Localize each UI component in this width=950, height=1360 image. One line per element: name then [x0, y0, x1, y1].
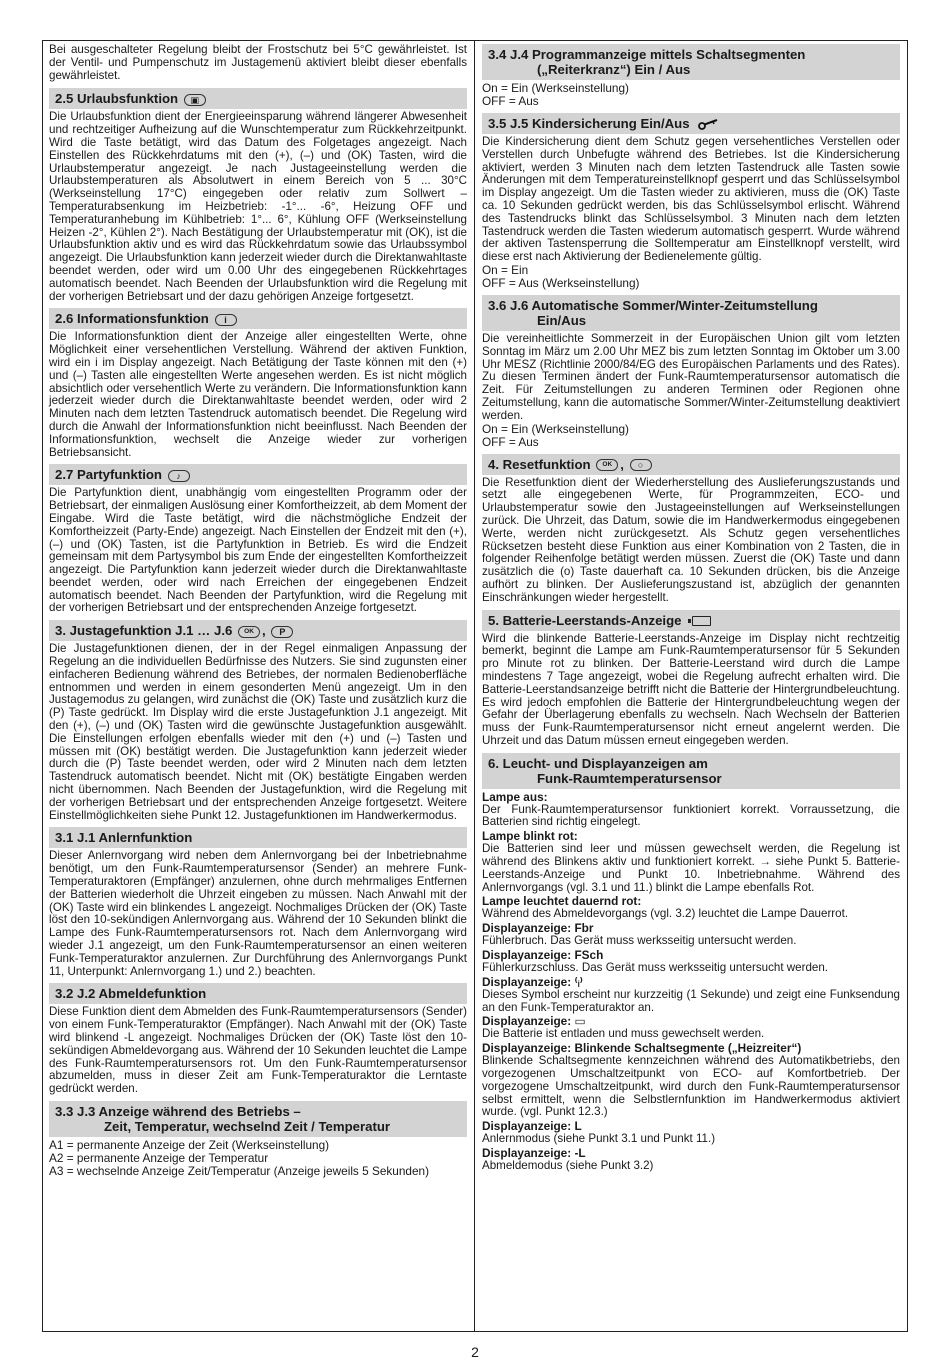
info-icon: i [215, 314, 237, 326]
item-text: Fühlerkurzschluss. Das Gerät muss werksseitig untersucht werden. [482, 961, 829, 975]
section-3-3 [49, 1101, 467, 1178]
item-text: Der Funk-Raumtemperatursensor funktioniert korrekt. Vorraussetzung, die Batterien sind richtig eingelegt. [482, 802, 900, 829]
section-2-6 [49, 308, 467, 459]
section-heading: 3.5 J.5 Kindersicherung Ein/Aus [482, 113, 900, 134]
item-label: Displayanzeige: FSch [482, 948, 604, 963]
section-3-4 [482, 44, 900, 108]
section-5 [482, 610, 900, 748]
option-line: A3 = wechselnde Anzeige Zeit/Temperatur (Anzeige jeweils 5 Sekunden) [49, 1163, 430, 1178]
option-line: OFF = Aus [482, 434, 539, 449]
section-heading: 5. Batterie-Leerstands-Anzeige [482, 610, 900, 631]
item-label: Displayanzeige: -L [482, 1146, 586, 1161]
section-heading: 3.2 J.2 Abmeldefunktion [49, 983, 467, 1004]
reset-button-icon: ○ [630, 459, 652, 471]
column-divider [474, 41, 475, 1331]
item-text: Während des Abmeldevorgangs (vgl. 3.2) leuchtet die Lampe Dauerrot. [482, 907, 849, 921]
page-frame [42, 40, 908, 1332]
section-text: Die Justagefunktionen dienen, der in der Regel einmaligen Anpassung der Regelung an die individuellen Bedürfnisse des Nutzers. Sie sind zugunsten einer einfacheren Bedienung während des Betriebes, der normalen Bedienoberfläche entnommen und werden in einem gesonderten Menü angezeigt. Um in den Justagemodus zu gelangen, wird zunächst die (OK) Taste und zusätzlich kurz die (P) Taste gedrückt. Im Display wird die erste Justagefunktion J.1 angezeigt. Mit den (+), (–) und (OK) Tasten wird die gewünschte Justagefunktion ausgewählt. Die Einstellungen erfolgen ebenfalls wieder mit den (+) und (–) Tasten und müssen mit (OK) bestätigt werden. Die Justagefunktion kann jederzeit wieder durch die (P) Taste beendet werden, oder wird 2 Minuten nach dem letzten Tastendruck automatisch beendet. Nicht mit (OK) bestätigte Eingaben werden nicht übernommen. Nach Beenden der Justagefunktion, wird die Regelung mit der vorherigen Betriebsart und der entsprechenden Anzeige fortgesetzt. Weitere Einstellmöglichkeiten siehe Punkt 12. Justagefunktionen im Handwerkermodus. [49, 642, 467, 822]
item-label: Displayanzeige: ▭ [482, 1014, 586, 1029]
left-column [49, 44, 467, 1183]
option-line: On = Ein (Werkseinstellung) [482, 81, 629, 95]
option-line: OFF = Aus (Werkseinstellung) [482, 275, 640, 290]
section-text: Die Kindersicherung dient dem Schutz gegen versehentliches Verstellen oder Verstellen durch Unbefugte während des Betriebes. Ist die Kindersicherung aktiviert, werden 3 Minuten nach dem letzten Tastendruck alle Tasten sowie Änderungen mit dem Temperatureinstellknopf gesperrt und das Schlüsselsymbol im Display angezeigt. Um die Tasten wieder zu aktivieren, muss die (OK) Taste ca. 10 Sekunden gedrückt werden, bis das Schlüsselsymbol erlischt. Während des Tastendrucks blinkt das Schlüsselsymbol. 3 Minuten nach dem letzten Tastendruck werden die Tasten wiederum automatisch gesperrt. Wurde während der aktiven Tastensperrung die Solltemperatur am Einstellknopf verstellt, wird diese erst nach Aktivierung der Bedienelemente gültig. [482, 135, 900, 264]
item-label: Lampe aus: [482, 789, 548, 804]
item-label: Displayanzeige: Blinkende Schaltsegmente („Heizreiter“) [482, 1041, 802, 1056]
party-icon: ♪ [168, 470, 190, 482]
section-text: Die Resetfunktion dient der Wiederherstellung des Auslieferungszustands und setzt alle eingegebenen Werte, für Programmzeiten, ECO- und Urlaubstemperatur sowie den Justageeinstellungen auf Werkseinstellungen zurück. Die Uhrzeit, das Datum, sowie die im Handwerkermodus eingegebenen Werte, werden nicht zurückgesetzt. Als Schutz gegen versehentliches Rücksetzen besteht diese Funktion aus einer Kombination von 2 Tasten, die in folgender Reihenfolge betätigt werden müssen. Zuerst die (OK) Taste und dann zusätzlich die (o) Taste dauerhaft ca. 10 Sekunden drücken, bis die Anzeige aufhört zu blinken. Der Auslieferungszustand ist, abzüglich der genannten Einschränkungen wieder hergestellt. [482, 475, 900, 604]
section-4 [482, 454, 900, 605]
item-label: Displayanzeige: ⁽ᵢ⁾ [482, 974, 583, 989]
section-text: Diese Funktion dient dem Abmelden des Funk-Raumtemperatursensors (Sender) von einem Funk-Temperaturaktor (Empfänger). Nach Anwahl mit der (OK) Taste wird blinkend -L angezeigt. Nochmaliges Drücken der (OK) Taste löst den 10-sekündigen Abmeldevorgang aus. Während der 10 Sekunden leuchtet die Lampe des Funk-Raumtemperatursensors rot. Um den Funk-Raumtemperatursensor abzumelden, muss in dieser Zeit am Funk-Temperaturaktor die Lerntaste gedrückt werden. [49, 1005, 467, 1096]
key-icon [697, 119, 719, 131]
suitcase-icon: ▣ [184, 94, 206, 106]
section-3-5 [482, 113, 900, 290]
item-text: Abmeldemodus (siehe Punkt 3.2) [482, 1159, 654, 1173]
item-text: Blinkende Schaltsegmente kennzeichnen während des Automatikbetriebs, den vorgezogenen Umschaltzeitpunkt von ECO- auf Komfortbetrieb. Der vorgezogene Umschaltzeitpunkt, wird durch den Funk-Raumtemperatursensor selbst ermittelt, wenn die Selbstlernfunktion im Handwerkermodus aktiviert wurde. (vgl. Punkt 12.3.) [482, 1054, 900, 1119]
section-heading: 3.1 J.1 Anlernfunktion [49, 827, 467, 848]
right-column [482, 44, 900, 1178]
section-2-7 [49, 464, 467, 615]
battery-icon [692, 616, 711, 626]
item-text: Fühlerbruch. Das Gerät muss werksseitig untersucht werden. [482, 934, 797, 948]
option-line: A1 = permanente Anzeige der Zeit (Werkseinstellung) [49, 1137, 330, 1152]
item-label: Lampe blinkt rot: [482, 829, 578, 844]
page-number: 2 [471, 1344, 479, 1360]
section-text: Die Partyfunktion dient, unabhängig vom eingestellten Programm oder der Betriebsart, der einmaligen Auslösung einer Komfortheizzeit, ab dem Moment der Eingabe. Wird die Taste betätigt, wird die nächstmögliche Endzeit der Komfortheizzeit (Party-Ende) angezeigt. Nach Einstellen der Endzeit mit den (+), (–) und (OK) Tasten, ist die Partyfunktion in Betrieb. Es wird die Endzeit gemeinsam mit dem Partysymbol bis zum Ende der eingestellten Komfortheizzeit angezeigt. Die Partyfunktion kann jederzeit wieder durch die Direktanwahltaste beendet werden, oder wird nach Erreichen der eingegebenen Endzeit automatisch beendet. Nach Beenden der Partyfunktion, wird die Regelung mit der vorherigen Betriebsart und der entsprechenden Anzeige fortgesetzt. [49, 486, 467, 615]
option-line: A2 = permanente Anzeige der Temperatur [49, 1150, 269, 1165]
section-heading: 4. Resetfunktion OK , ○ [482, 454, 900, 475]
section-text: Dieser Anlernvorgang wird neben dem Anlernvorgang bei der Inbetriebnahme benötigt, um den Funk-Raumtemperatursensor (Sender) an mehrere Funk-Temperaturaktoren (Empfänger) anzulernen, ohne durch mehrmaliges Entfernen der Batterien wiederholt die Uhrzeit eingeben zu müssen. Nach Anwahl mit der (OK) Taste wird ein blinkendes L angezeigt. Nochmaliges Drücken der (OK) Taste löst den 10-sekündigen Anlernvorgang aus. Während der 10 Sekunden blinkt die Lampe des Funk-Raumtemperatursensors rot. Nach dem Anlernvorgang wird wieder J.1 angezeigt, um den Funk-Raumtemperatursensor an einen weiteren Funk-Temperaturaktor anzulernen. Zur Durchführung des Anlernvorgangs Punkt 11, Unterpunkt: Anlernvorgang 1.) und 2.) beachten. [49, 849, 468, 978]
section-2-5 [49, 88, 467, 303]
item-text: Die Batterie ist entladen und muss gewechselt werden. [482, 1027, 765, 1041]
item-label: Displayanzeige: Fbr [482, 921, 594, 936]
section-heading: 3.3 J.3 Anzeige während des Betriebs – Zeit, Temperatur, wechselnd Zeit / Temperatur [49, 1101, 467, 1137]
section-text: Wird die blinkende Batterie-Leerstands-Anzeige im Display nicht rechtzeitig bemerkt, beginnt die Lampe am Funk-Raumtemperatursensor für 5 Sekunden pro Minute rot zu blinken. Der Batterie-Leerstand wird durch die Lampe mindestens 7 Tage angezeigt, wobei die Regelung aufrecht erhalten wird. Die Batterie-Leerstandsanzeige betrifft nicht die Batterie der Hintergrundbeleuchtung. Es wird jedoch empfohlen die Batterie der Hintergrundbeleuchtung wegen der Gefahr der Überlagerung ebenfalls zu wechseln. Nach Wechseln der Batterien muss der Funk-Raumtemperatursensor nicht erneut angelernt werden. Die Uhrzeit und das Datum müssen erneut eingegeben werden. [482, 631, 900, 747]
p-button-icon: P [271, 626, 293, 638]
ok-button-icon: OK [596, 459, 618, 471]
item-label: Lampe leuchtet dauernd rot: [482, 894, 642, 909]
option-line: On = Ein (Werkseinstellung) [482, 421, 629, 436]
section-heading: 3.4 J.4 Programmanzeige mittels Schaltsegmenten („Reiterkranz“) Ein / Aus [482, 44, 900, 80]
item-label: Displayanzeige: L [482, 1119, 582, 1134]
section-heading: 2.7 Partyfunktion ♪ [49, 464, 467, 485]
section-3 [49, 620, 467, 822]
section-3-2 [49, 983, 467, 1096]
option-line: OFF = Aus [482, 94, 539, 108]
item-text: Anlernmodus (siehe Punkt 3.1 und Punkt 11.) [482, 1132, 716, 1146]
section-3-6 [482, 295, 900, 449]
intro-paragraph: Bei ausgeschalteter Regelung bleibt der Frostschutz bei 5°C gewährleistet. Ist der Ventil- und Pumpenschutz im Justagemenü aktiviert bleibt dieser ebenfalls gewährleistet. [49, 43, 467, 82]
item-text: Die Batterien sind leer und müssen gewechselt werden, die Regelung ist während des Blinkens aktiv und funktioniert korrekt. → siehe Punkt 5. Batterie-Leerstands-Anzeige und Punkt 10. Inbetriebnahme. Während des Anlernvorgangs (vgl. 3.1 und 11.) blinkt die Lampe ebenfalls Rot. [482, 842, 900, 894]
section-text: Die vereinheitlichte Sommerzeit in der Europäischen Union gilt vom letzten Sonntag im März um 2.00 Uhr MEZ bis zum letzten Sonntag im Oktober um 3.00 Uhr MESZ (Richtlinie 2000/84/EG des Europäischen Parlaments und des Rates). Zu diesen Terminen ändert der Funk-Raumtemperatursensor automatisch die Zeit. Für Zeitumstellungen zu anderen Terminen oder Regionen ohne Zeitumstellung, kann die automatische Sommer/Winter-Zeitumstellung deaktiviert werden. [482, 331, 900, 422]
ok-button-icon: OK [238, 626, 260, 638]
section-text: Die Informationsfunktion dient der Anzeige aller eingestellten Werte, ohne Möglichkeit einer versehentlichen Verstellung. Während der aktiven Funktion, wird ein i im Display angezeigt. Nach Betätigung der Taste können mit den (+) und (–) Tasten alle eingestellten Werte angesehen werden. Es ist nicht möglich absichtlich oder versehentlich Werte zu verändern. Die Informationsfunktion kann jederzeit wieder durch die Direktanwahltaste beendet werden, oder wird 2 Minuten nach dem letzten Tastendruck automatisch beendet. Die Regelung wird durch die Anwahl der Informationsfunktion nicht beeinflusst. Nach Beenden der Informationsfunktion, wechselt die Anzeige wieder zur vorherigen Betriebsansicht. [49, 330, 467, 459]
section-heading: 3. Justagefunktion J.1 … J.6 OK , P [49, 620, 467, 641]
section-heading: 3.6 J.6 Automatische Sommer/Winter-Zeitumstellung Ein/Aus [482, 295, 900, 331]
section-text: Die Urlaubsfunktion dient der Energieeinsparung während längerer Abwesenheit und rechtzeitiger Aufheizung auf die Wunschtemperatur zum Rückkehrzeitpunkt. Wird die Taste betätigt, wird das Datum des Folgetages angezeigt. Nach Einstellen des Rückkehrdatums mit den (+), (–) und (OK) Tasten, wird die Urlaubstemperatur angezeigt. Je nach Justageeinstellung werden die Urlaubstemperaturen als Absolutwert in einem Bereich von 5 ... 30°C (Werkseinstellung 17°C) eingegeben oder relativ zum Sollwert – Temperaturabsenkung im Heizbetrieb: -1°... -6°, Heizung OFF und Temperaturanhebung im Kühlbetrieb: 1°... 6°, Kühlung OFF (Werkseinstellung Heizen -2°, Kühlen 2°). Nach Bestätigung der Urlaubstemperatur mit (OK), ist die Urlaubsfunktion aktiv und es wird das Rückkehrdatum sowie das Urlaubssymbol angezeigt. Die Urlaubsfunktion kann jederzeit wieder durch die Direktanwahltaste beendet werden, oder wird um 0.00 Uhr des eingegebenen Rückkehrtages automatisch beendet. Nach Beenden der Urlaubsfunktion wird die Regelung mit der vorherigen Betriebsart und der dazu gehörigen Anzeige fortgesetzt. [49, 110, 467, 303]
section-heading: 2.6 Informationsfunktion i [49, 308, 467, 329]
section-3-1 [49, 827, 467, 978]
section-heading: 2.5 Urlaubsfunktion ▣ [49, 88, 467, 109]
option-line: On = Ein [482, 262, 529, 277]
item-text: Dieses Symbol erscheint nur kurzzeitig (1 Sekunde) und zeigt eine Funksendung an den Funk-Temperaturaktor an. [482, 987, 900, 1014]
section-6 [482, 753, 900, 1173]
section-heading: 6. Leucht- und Displayanzeigen am Funk-Raumtemperatursensor [482, 753, 900, 789]
